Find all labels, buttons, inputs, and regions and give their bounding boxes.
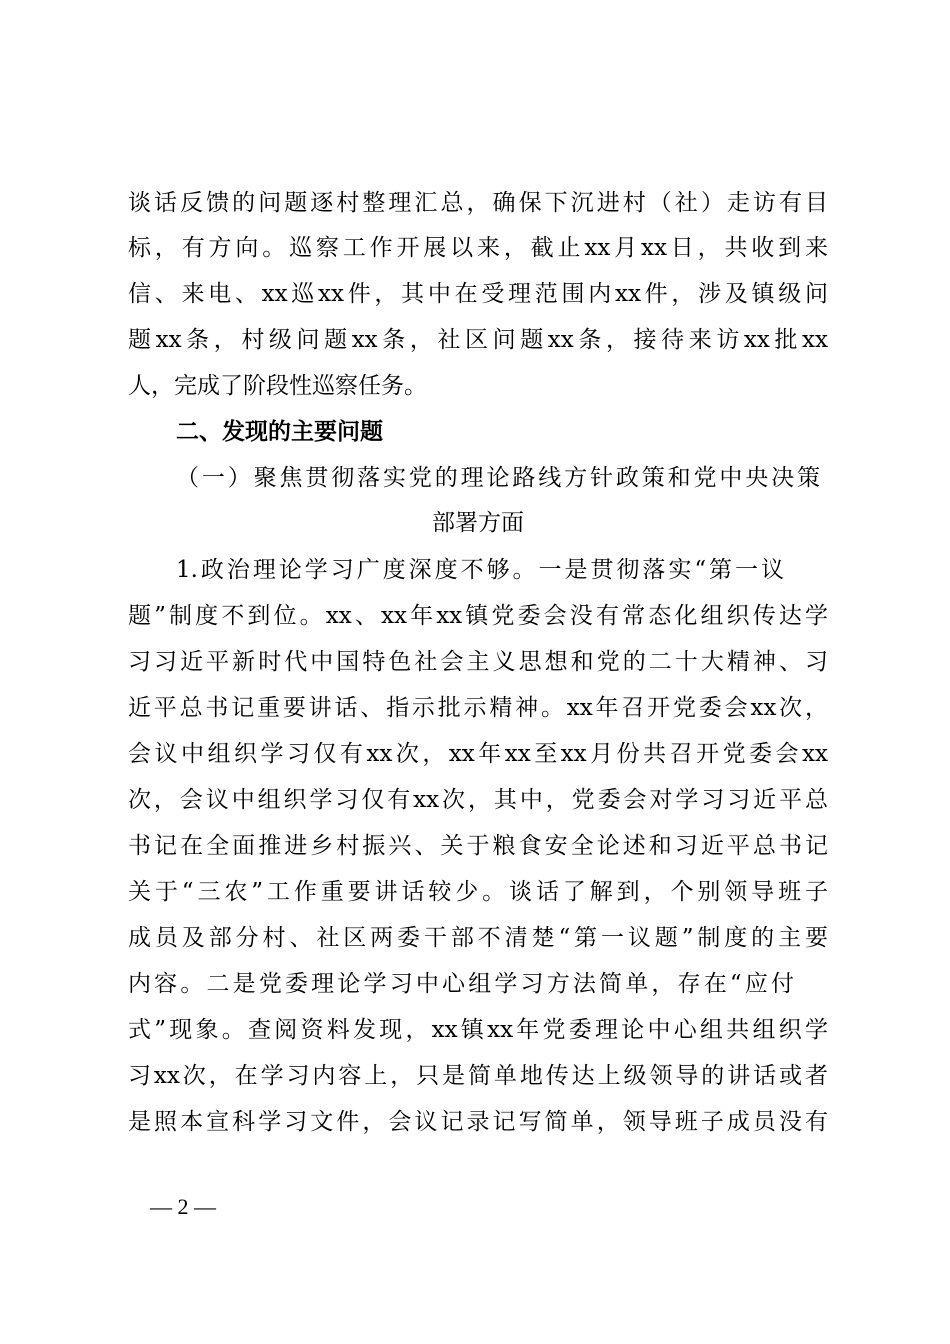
body-line-3: 习习近平新时代中国特色社会主义思想和党的二十大精神、习: [128, 649, 828, 675]
body-line-6: 次，会议中组织学习仅有xx次，其中，党委会对学习习近平总: [128, 787, 828, 813]
intro-line-4: 题xx条，村级问题xx条，社区问题xx条，接待来访xx批xx: [128, 327, 828, 353]
body-line-12: 习xx次，在学习内容上，只是简单地传达上级领导的讲话或者: [128, 1063, 828, 1089]
body-line-5: 会议中组织学习仅有xx次，xx年xx至xx月份共召开党委会xx: [128, 741, 828, 767]
intro-line-2: 标，有方向。巡察工作开展以来，截止xx月xx日，共收到来: [128, 235, 828, 261]
section-heading: 二、发现的主要问题: [176, 419, 383, 445]
intro-line-3: 信、来电、xx巡xx件，其中在受理范围内xx件，涉及镇级问: [128, 281, 828, 307]
subsection-heading-line-2: 部署方面: [432, 510, 524, 536]
body-line-9: 成员及部分村、社区两委干部不清楚“第一议题”制度的主要: [128, 925, 828, 951]
body-line-7: 书记在全面推进乡村振兴、关于粮食安全论述和习近平总书记: [128, 833, 828, 859]
body-line-1: 1.政治理论学习广度深度不够。一是贯彻落实“第一议: [176, 557, 784, 583]
body-line-11: 式”现象。查阅资料发现，xx镇xx年党委理论中心组共组织学: [128, 1017, 828, 1043]
body-line-2: 题”制度不到位。xx、xx年xx镇党委会没有常态化组织传达学: [128, 603, 828, 629]
body-line-4: 近平总书记重要讲话、指示批示精神。xx年召开党委会xx次，: [128, 695, 828, 721]
subsection-heading-line-1: （一）聚焦贯彻落实党的理论路线方针政策和党中央决策: [176, 465, 820, 491]
body-line-10: 内容。二是党委理论学习中心组学习方法简单，存在“应付: [128, 971, 794, 997]
intro-line-1: 谈话反馈的问题逐村整理汇总，确保下沉进村（社）走访有目: [128, 190, 828, 216]
body-line-13: 是照本宣科学习文件，会议记录记写简单，领导班子成员没有: [128, 1109, 828, 1135]
intro-line-5: 人，完成了阶段性巡察任务。: [128, 373, 427, 399]
body-line-8: 关于“三农”工作重要讲话较少。谈话了解到，个别领导班子: [128, 879, 828, 905]
page-number: — 2 —: [150, 1194, 216, 1219]
